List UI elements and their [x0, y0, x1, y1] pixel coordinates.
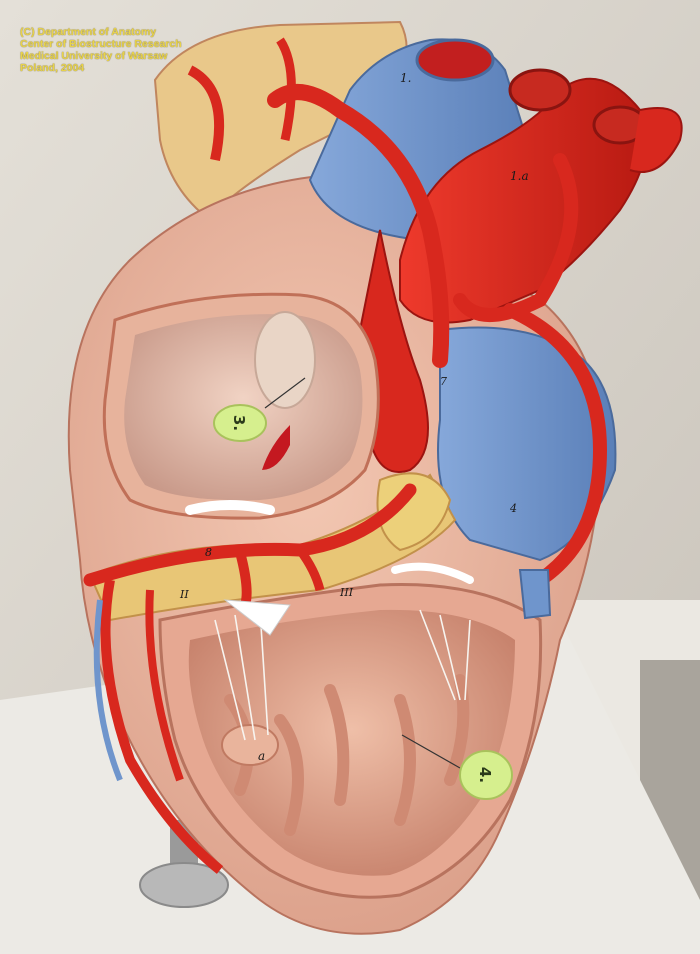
copyright-line-4: Poland, 2004 [20, 62, 85, 74]
tag-upper-text: 3. [230, 414, 248, 432]
papillary-muscle [222, 725, 278, 765]
label-papillary: a [258, 749, 266, 763]
tag-lower [460, 751, 512, 799]
small-vein-stub [520, 570, 550, 618]
aorta-opening-1 [510, 70, 570, 110]
copyright-line-1: (C) Department of Anatomy [20, 26, 157, 38]
label-coronary: 8 [205, 546, 212, 559]
copyright-watermark [20, 26, 182, 74]
tag-lower-text: 4. [476, 766, 494, 784]
vena-cava-opening [417, 40, 493, 80]
tag-upper [214, 405, 266, 441]
label-vena-cava: 1. [400, 71, 412, 85]
label-ventricle: III [340, 586, 354, 599]
label-chamber: II [180, 588, 189, 601]
copyright-line-3: Medical University of Warsaw [20, 50, 168, 62]
tricuspid-valve [190, 505, 270, 510]
label-pulmonary: 4 [510, 502, 517, 515]
label-vena-cava-a: 1.a [510, 169, 529, 183]
copyright-line-2: Center of Biostructure Research [20, 38, 182, 50]
label-aorta: 7 [440, 375, 447, 388]
